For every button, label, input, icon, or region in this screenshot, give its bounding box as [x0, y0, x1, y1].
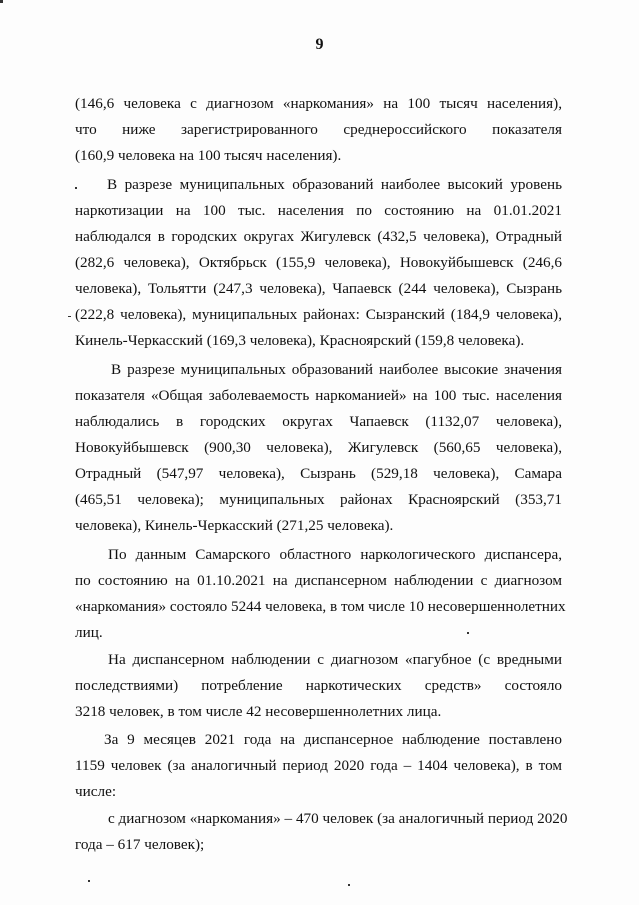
text-line: (465,51 человека); муниципальных районах Красноярский (353,71 [75, 491, 562, 508]
text-line: На диспансерном наблюдении с диагнозом «пагубное (с вредными [108, 651, 562, 668]
scan-mark [68, 316, 71, 317]
text-line: «наркомания» состояло 5244 человека, в том числе 10 несовершеннолетних [75, 598, 566, 615]
text-line: человека), Тольятти (247,3 человека), Чапаевск (244 человека), Сызрань [75, 280, 562, 297]
text-line: За 9 месяцев 2021 года на диспансерное наблюдение поставлено [104, 731, 562, 748]
text-line: наблюдался в городских округах Жигулевск (432,5 человека), Отрадный [75, 228, 562, 245]
text-line: человека), Кинель-Черкасский (271,25 человека). [75, 517, 394, 534]
text-line: (222,8 человека), муниципальных районах: Сызранский (184,9 человека), [75, 306, 562, 323]
text-line: с диагнозом «наркомания» – 470 человек (за аналогичный период 2020 [108, 810, 568, 827]
text-line: 1159 человек (за аналогичный период 2020 года – 1404 человека), в том [75, 757, 562, 774]
text-line: В разрезе муниципальных образований наиболее высокие значения [111, 361, 562, 378]
text-line: последствиями) потребление наркотических средств» состояло [75, 677, 562, 694]
text-line: Отрадный (547,97 человека), Сызрань (529,18 человека), Самара [75, 465, 562, 482]
text-line: числе: [75, 783, 117, 800]
text-line: Кинель-Черкасский (169,3 человека), Красноярский (159,8 человека). [75, 332, 525, 349]
text-line: В разрезе муниципальных образований наиболее высокий уровень [107, 176, 562, 193]
text-line: Новокуйбышевск (900,30 человека), Жигулевск (560,65 человека), [75, 439, 562, 456]
text-line: По данным Самарского областного наркологического диспансера, [108, 546, 562, 563]
text-line: 3218 человек, в том числе 42 несовершеннолетних лица. [75, 703, 442, 720]
scan-mark [75, 187, 77, 189]
text-line: (160,9 человека на 100 тысяч населения). [75, 147, 342, 164]
text-line: по состоянию на 01.10.2021 на диспансерном наблюдении с диагнозом [75, 572, 562, 589]
text-line: (282,6 человека), Октябрьск (155,9 человека), Новокуйбышевск (246,6 [75, 254, 562, 271]
scan-mark [88, 880, 90, 882]
scan-mark [348, 884, 350, 886]
text-line: наркотизации на 100 тыс. населения по состоянию на 01.01.2021 [75, 202, 562, 219]
scan-mark [467, 632, 469, 634]
text-line: показателя «Общая заболеваемость наркоманией» на 100 тыс. населения [75, 387, 562, 404]
text-line: что ниже зарегистрированного среднероссийского показателя [75, 121, 562, 138]
page-number: 9 [315, 36, 324, 53]
text-line: (146,6 человека с диагнозом «наркомания» на 100 тысяч населения), [75, 95, 562, 112]
scan-mark [0, 0, 3, 3]
text-line: лиц. [75, 624, 103, 641]
text-line: года – 617 человек); [75, 836, 205, 853]
text-line: наблюдались в городских округах Чапаевск (1132,07 человека), [75, 413, 562, 430]
